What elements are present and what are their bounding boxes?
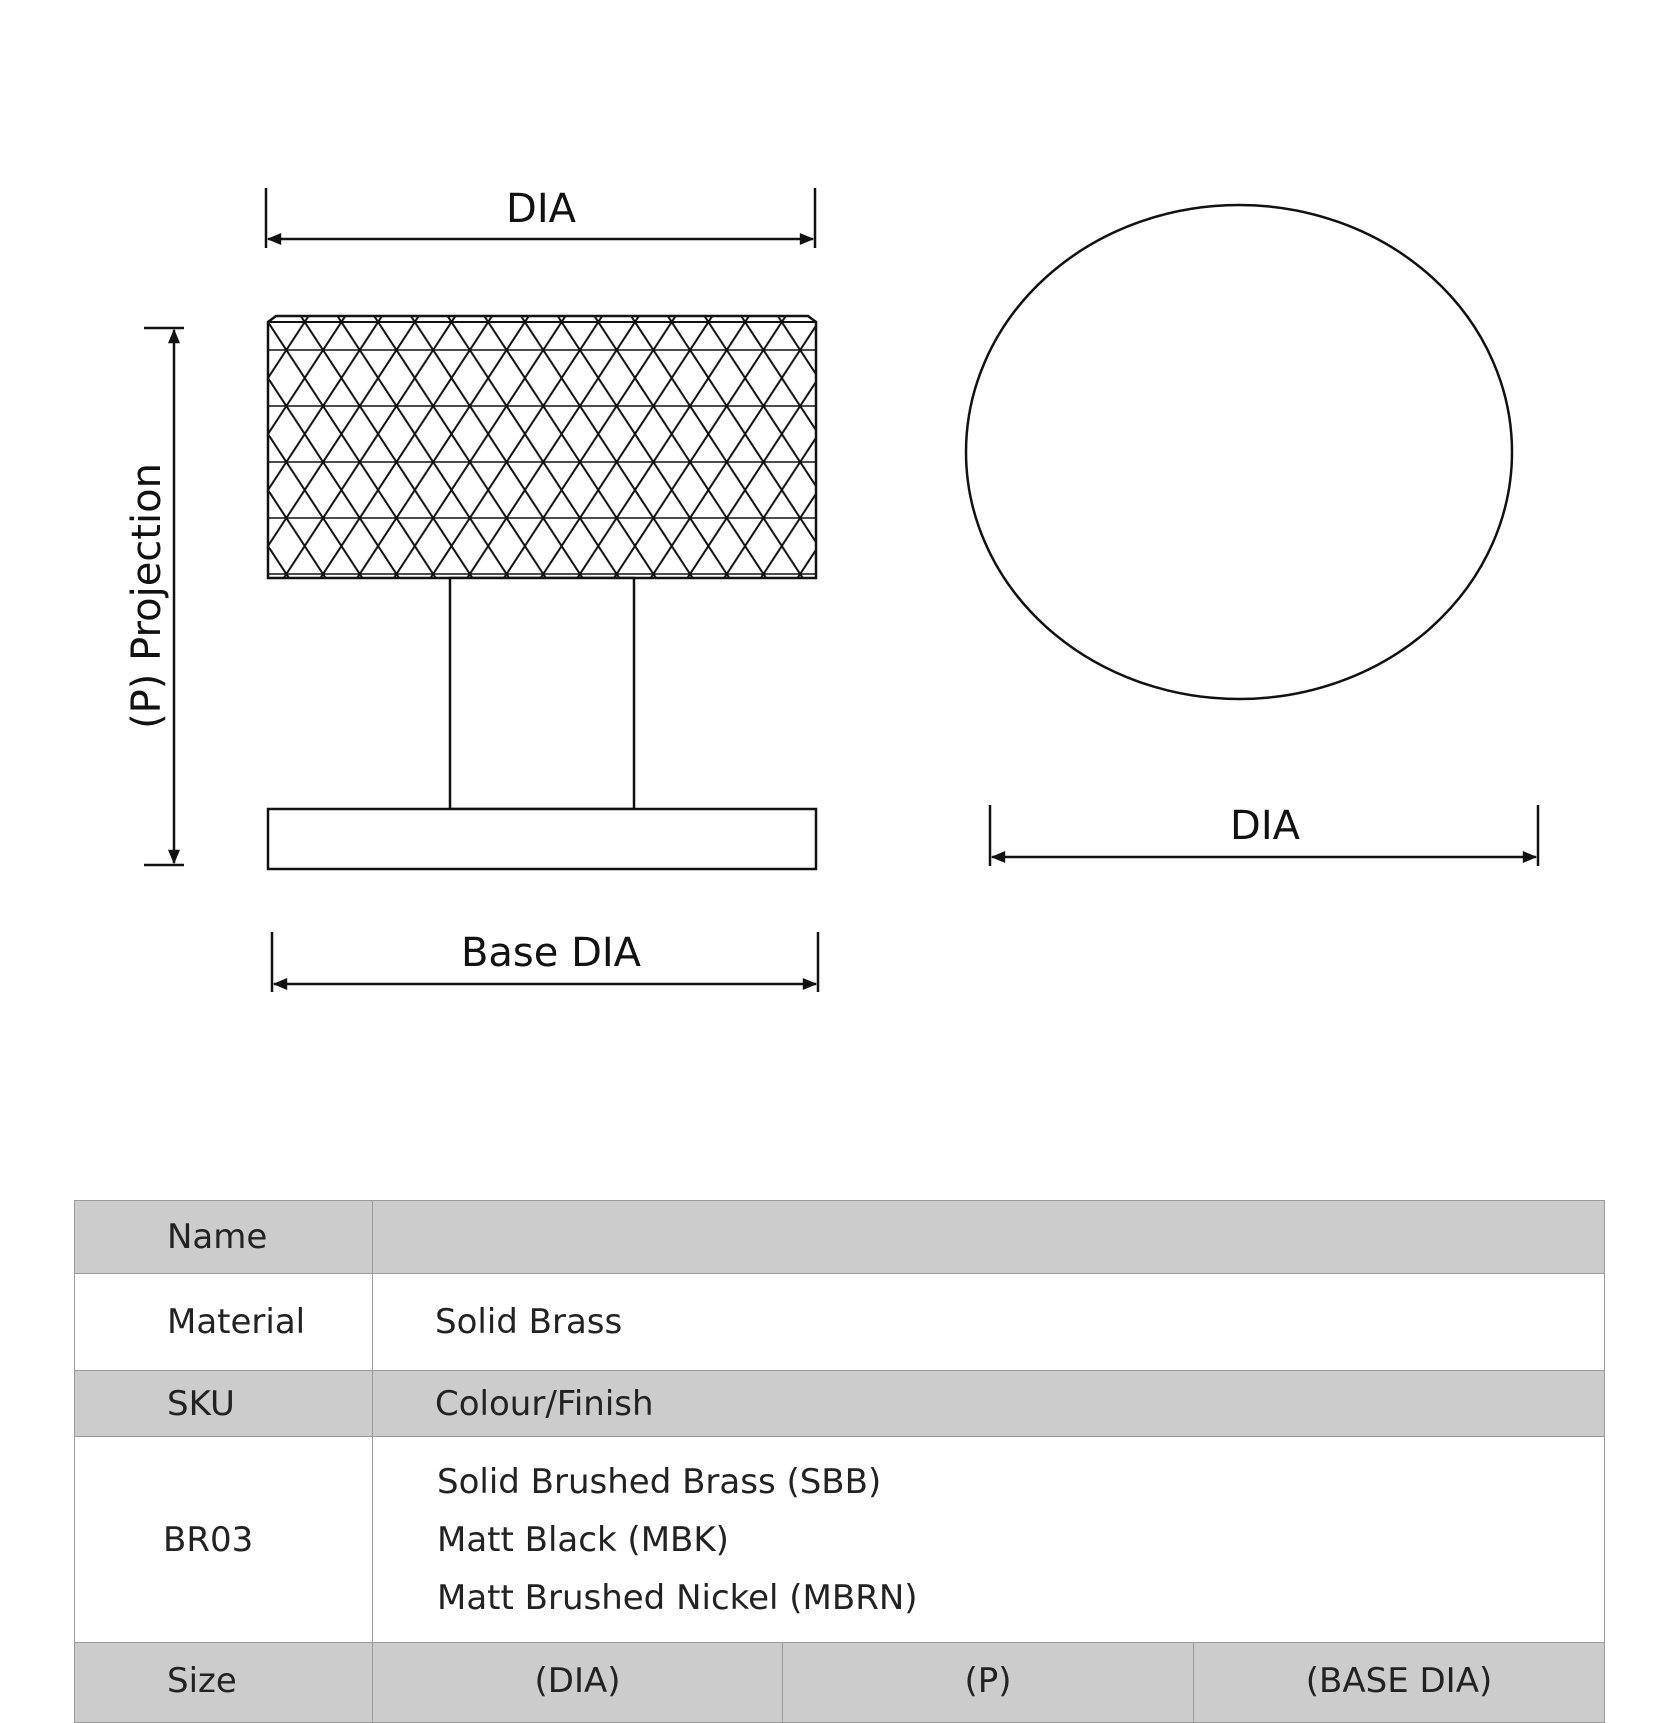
top-dia-dimension [990, 803, 1538, 866]
size-label: Size [75, 1643, 373, 1723]
top-view-circle [966, 205, 1512, 699]
side-dia-label: DIA [506, 186, 576, 232]
name-row [75, 1201, 1605, 1274]
sku-label: SKU [75, 1371, 373, 1437]
top-dia-label: DIA [1230, 803, 1300, 849]
projection-label: (P) Projection [124, 463, 170, 729]
knob-top-view [966, 205, 1512, 699]
finish-item: Matt Brushed Nickel (MBRN) [437, 1577, 918, 1618]
sku-header-row [75, 1371, 1605, 1437]
material-row [75, 1274, 1605, 1371]
knurled-head [268, 316, 816, 578]
knob-base [268, 809, 816, 869]
material-label: Material [75, 1274, 373, 1371]
size-col-projection: (P) [783, 1643, 1194, 1723]
knob-side-view [268, 316, 816, 869]
knob-stem [450, 578, 634, 809]
base-dia-label: Base DIA [460, 930, 642, 976]
finish-item: Matt Black (MBK) [437, 1519, 729, 1560]
size-col-base-dia: (BASE DIA) [1194, 1643, 1605, 1723]
size-col-dia: (DIA) [373, 1643, 783, 1723]
spec-table [74, 1200, 1605, 1723]
base-dia-dimension [272, 930, 818, 992]
sku-row [75, 1437, 1605, 1643]
name-value [373, 1201, 1605, 1274]
name-label: Name [75, 1201, 373, 1274]
colour-finish-header: Colour/Finish [373, 1371, 1605, 1437]
finish-list [373, 1437, 1605, 1643]
material-value: Solid Brass [373, 1274, 1605, 1371]
sku-value: BR03 [75, 1437, 373, 1643]
size-row [75, 1643, 1605, 1723]
side-dia-dimension [266, 186, 815, 248]
finish-item: Solid Brushed Brass (SBB) [437, 1461, 882, 1502]
projection-dimension [124, 328, 184, 865]
